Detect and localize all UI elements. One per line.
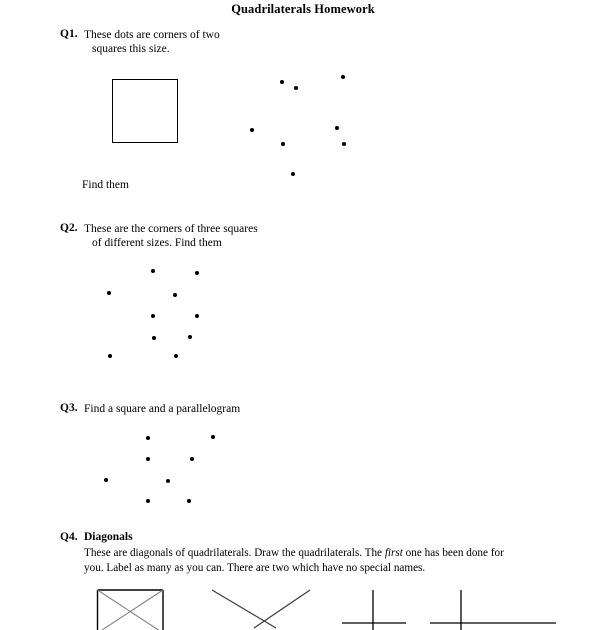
dot-q1-6 — [342, 142, 346, 146]
question-label-q2: Q2. — [60, 222, 78, 234]
dot-q3-8 — [187, 499, 191, 503]
question-label-q4: Q4. — [60, 531, 78, 543]
dot-q3-5 — [104, 478, 108, 482]
dot-q1-3 — [341, 75, 345, 79]
dot-q3-6 — [166, 479, 170, 483]
page-title: Quadrilaterals Homework — [231, 2, 375, 16]
question-heading-q4: Diagonals — [84, 531, 133, 543]
dot-q2-4 — [173, 293, 177, 297]
question-text-q2-line1: These are the corners of three squares — [84, 223, 258, 235]
dot-q2-5 — [151, 314, 155, 318]
dot-q1-8 — [291, 172, 295, 176]
question-text-q2-line2: of different sizes. Find them — [92, 237, 222, 249]
question-text-q3-line1: Find a square and a parallelogram — [84, 403, 241, 415]
question-body-q4-line2: you. Label as many as you can. There are two which have no special names. — [84, 562, 426, 574]
q4-body-italic-first: first — [384, 547, 403, 559]
dot-q1-1 — [280, 80, 284, 84]
dot-q1-4 — [250, 128, 254, 132]
dot-q3-3 — [146, 457, 150, 461]
dot-q1-7 — [281, 142, 285, 146]
dot-q2-1 — [151, 269, 155, 273]
q4-body-part-a: These are diagonals of quadrilaterals. Draw the quadrilaterals. The — [84, 547, 385, 559]
figure-crossed-diagonals — [210, 588, 320, 630]
question-label-q3: Q3. — [60, 402, 78, 414]
reference-square-q1 — [112, 79, 178, 143]
dot-q2-10 — [174, 354, 178, 358]
dot-q2-7 — [152, 336, 156, 340]
dot-q3-2 — [211, 435, 215, 439]
figure-perpendicular-cross-short — [340, 588, 412, 630]
figure-square-with-diagonals — [96, 588, 166, 630]
question-text-q1-line2: squares this size. — [92, 43, 170, 55]
dot-q2-2 — [195, 271, 199, 275]
dot-q2-3 — [107, 291, 111, 295]
dot-q3-1 — [146, 436, 150, 440]
figure-perpendicular-cross-long — [428, 588, 560, 630]
dot-q3-4 — [190, 457, 194, 461]
question-text-q1-line1: These dots are corners of two — [84, 29, 220, 41]
dot-q2-9 — [108, 354, 112, 358]
dot-q1-5 — [335, 126, 339, 130]
dot-q2-6 — [195, 314, 199, 318]
question-label-q1: Q1. — [60, 28, 78, 40]
dot-q3-7 — [146, 499, 150, 503]
question-footer-q1: Find them — [82, 179, 129, 191]
q4-body-part-b: one has been done for — [402, 547, 504, 559]
dot-q2-8 — [188, 335, 192, 339]
dot-q1-2 — [294, 86, 298, 90]
question-body-q4-line1 — [84, 546, 594, 561]
